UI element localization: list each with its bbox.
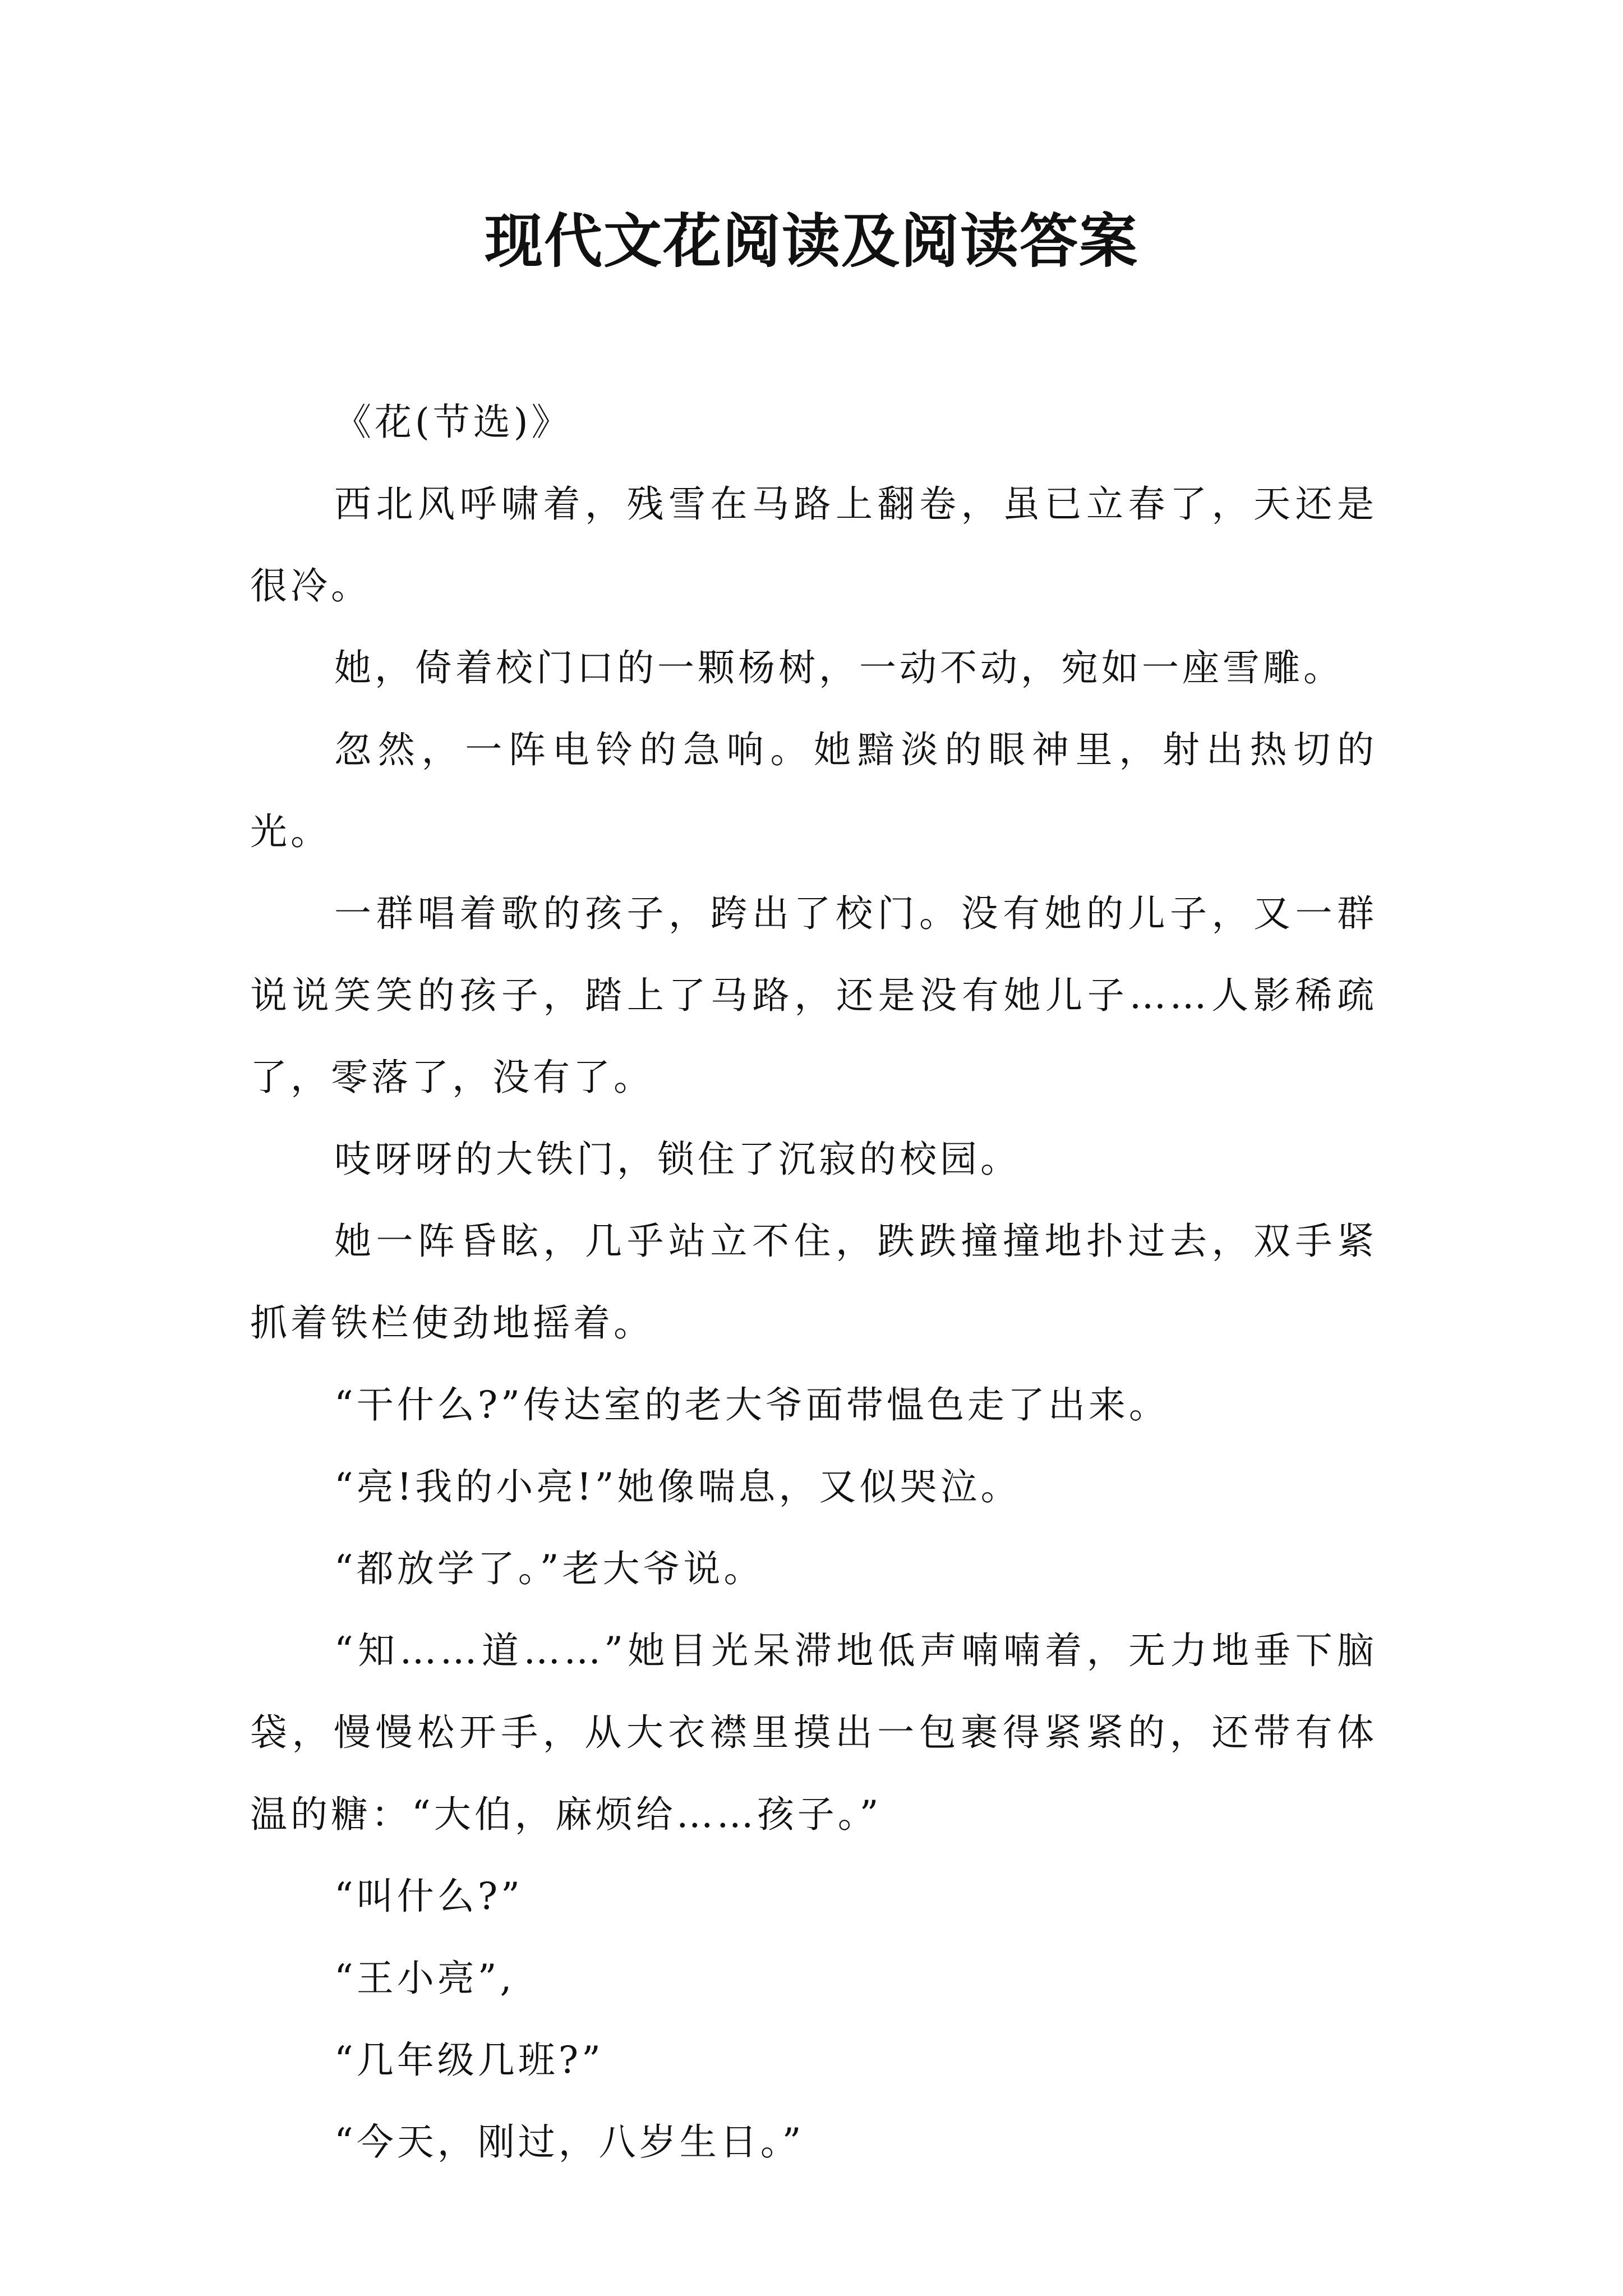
paragraph: 西北风呼啸着，残雪在马路上翻卷，虽已立春了，天还是很冷。 xyxy=(250,482,1377,608)
paragraph: “干什么?”传达室的老大爷面带愠色走了出来。 xyxy=(334,1383,1169,1427)
paragraph: “知……道……”她目光呆滞地低声喃喃着，无力地垂下脑袋，慢慢松开手，从大衣襟里摸出一包裹得紧紧的，还带有体温的糖：“大伯，麻烦给……孩子。” xyxy=(250,1629,1377,1836)
paragraph: 她一阵昏眩，几乎站立不住，跌跌撞撞地扑过去，双手紧抓着铁栏使劲地摇着。 xyxy=(250,1220,1377,1345)
document-title: 现代文花阅读及阅读答案 xyxy=(484,207,1138,275)
paragraph: 吱呀呀的大铁门，锁住了沉寂的校园。 xyxy=(334,1138,1021,1181)
paragraph: “几年级几班?” xyxy=(334,2039,604,2082)
paragraph: “叫什么?” xyxy=(334,1875,523,1918)
paragraph-story-title: 《花(节选)》 xyxy=(334,401,572,444)
document-body xyxy=(250,381,1377,2183)
paragraph: 她，倚着校门口的一颗杨树，一动不动，宛如一座雪雕。 xyxy=(334,646,1344,689)
paragraph: “都放学了。”老大爷说。 xyxy=(334,1547,764,1590)
paragraph: “今天，刚过，八岁生日。” xyxy=(334,2120,805,2164)
paragraph: “王小亮”, xyxy=(334,1957,515,2000)
paragraph: 忽然，一阵电铃的急响。她黯淡的眼神里，射出热切的光。 xyxy=(250,728,1377,853)
paragraph: “亮!我的小亮!”她像喘息，又似哭泣。 xyxy=(334,1465,1021,1508)
paragraph: 一群唱着歌的孩子，跨出了校门。没有她的儿子，又一群说说笑笑的孩子，踏上了马路，还是没有她儿子……人影稀疏了，零落了，没有了。 xyxy=(250,892,1377,1099)
